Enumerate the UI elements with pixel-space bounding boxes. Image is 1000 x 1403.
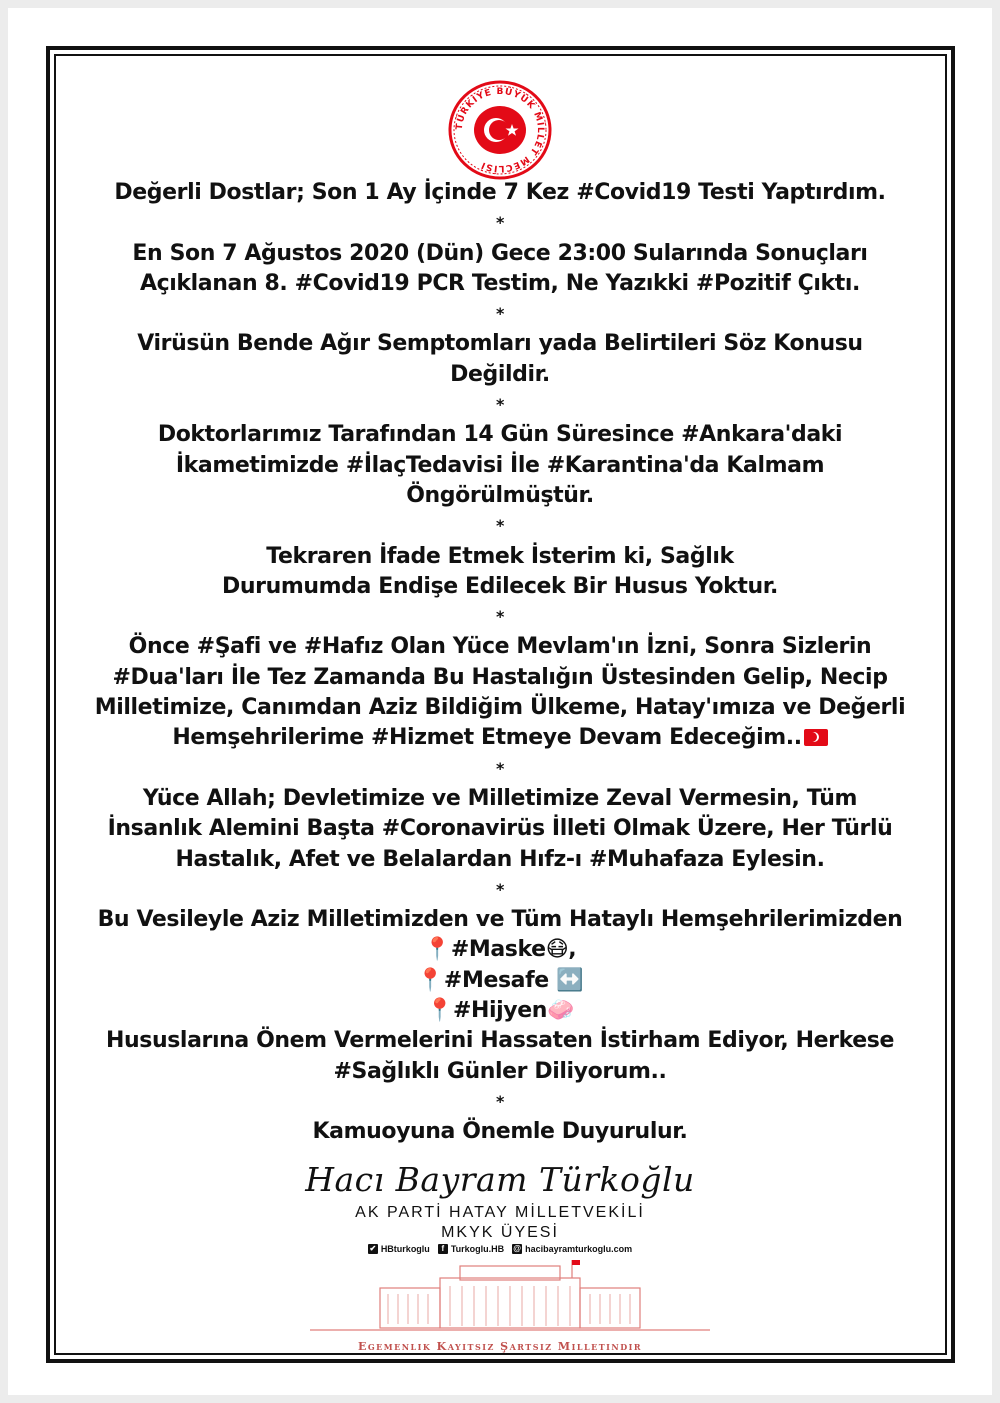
website-url: hacibayramturkoglu.com [525, 1244, 633, 1254]
paragraph-10: Kamuoyuna Önemle Duyurulur. [312, 1119, 688, 1145]
bullet-maske [80, 935, 920, 965]
bullet-hijyen [80, 996, 920, 1026]
paragraph-1: Değerli Dostlar; Son 1 Ay İçinde 7 Kez #Covid19 Testi Yaptırdım. [114, 180, 886, 205]
separator: * [496, 879, 504, 899]
bullet-suffix: , [568, 937, 577, 963]
separator: * [496, 213, 504, 233]
bullet-text: #Mesafe [443, 967, 549, 993]
motto: Egemenlik Kayıtsız Şartsız Milletindir [357, 1340, 643, 1353]
bullet-text: #Maske [450, 937, 546, 963]
paragraph-5-line-2: Durumumda Endişe Edilecek Bir Husus Yoktur. [222, 573, 778, 599]
signature-name: Hacı Bayram Türkoğlu [305, 1160, 695, 1199]
pin-icon: 📍 [425, 998, 453, 1024]
social-links [340, 1244, 660, 1254]
turkish-flag-icon [804, 729, 828, 746]
separator: * [496, 758, 504, 778]
separator: * [496, 395, 504, 415]
paragraph-9-line-1: Hususlarına Önem Vermelerini Hassaten İstirham Ediyor, Herkese [106, 1028, 894, 1054]
seal-ring-text: TÜRKİYE BÜYÜK MİLLET MECLİSİ [454, 86, 546, 174]
paragraph-2-line-2: Açıklanan 8. #Covid19 PCR Testim, Ne Yazıkki #Pozitif Çıktı. [140, 270, 860, 296]
paragraph-4-line-1: Doktorlarımız Tarafından 14 Gün Süresince #Ankara'daki [157, 422, 843, 448]
paragraph-6-line-1: Önce #Şafi ve #Hafız Olan Yüce Mevlam'ın İzni, Sonra Sizlerin [128, 634, 872, 660]
paragraph-7-line-1: Yüce Allah; Devletimize ve Milletimize Zeval Vermesin, Tüm [142, 785, 858, 811]
facebook-handle: Turkoglu.HB [450, 1244, 505, 1254]
web-icon: @ [513, 1244, 522, 1253]
paragraph-7-line-2: İnsanlık Alemini Başta #Coronavirüs İlleti Olmak Üzere, Her Türlü [107, 816, 893, 842]
paragraph-2-line-1: En Son 7 Ağustos 2020 (Dün) Gece 23:00 Sularında Sonuçları [132, 240, 868, 266]
twitter-handle: HBturkoglu [380, 1244, 430, 1254]
bullet-mesafe [80, 966, 920, 996]
tbmm-seal-icon [448, 80, 552, 180]
paragraph-8-line-1: Bu Vesileyle Aziz Milletimizden ve Tüm Hataylı Hemşehrilerimizden [97, 907, 903, 933]
parliament-building-icon [300, 1258, 720, 1340]
paragraph-5-line-1: Tekraren İfade Etmek İsterim ki, Sağlık [266, 543, 734, 569]
pin-icon: 📍 [423, 937, 451, 963]
mask-icon: 😷 [545, 937, 569, 963]
left-right-arrow-icon: ↔️ [556, 967, 584, 993]
separator: * [496, 304, 504, 324]
separator: * [496, 516, 504, 536]
paragraph-7-line-3: Hastalık, Afet ve Belalardan Hıfz-ı #Muhafaza Eylesin. [175, 846, 825, 872]
pin-icon: 📍 [416, 967, 444, 993]
paragraph-6-line-3: Milletimize, Canımdan Aziz Bildiğim Ülkeme, Hatay'ımıza ve Değerli [94, 695, 906, 721]
signature-title-2: MKYK ÜYESİ [441, 1224, 559, 1241]
separator: * [496, 1091, 504, 1111]
paragraph-3-line-1: Virüsün Bende Ağır Semptomları yada Belirtileri Söz Konusu [137, 331, 863, 357]
separator: * [496, 607, 504, 627]
signature-title-1: AK PARTİ HATAY MİLLETVEKİLİ [355, 1204, 645, 1221]
twitter-link [368, 1244, 430, 1254]
announcement-body [80, 178, 920, 1148]
paragraph-6-line-4-text: Hemşehrilerime #Hizmet Etmeye Devam Edeceğim.. [172, 725, 802, 751]
facebook-icon: f [438, 1244, 448, 1254]
twitter-icon: ✔ [369, 1244, 377, 1253]
bullet-text: #Hijyen [452, 998, 548, 1024]
website-link [512, 1244, 632, 1254]
soap-icon: 🧼 [547, 998, 575, 1024]
paragraph-9-line-2: #Sağlıklı Günler Diliyorum.. [333, 1058, 667, 1084]
paragraph-6-line-4 [80, 723, 920, 753]
paragraph-4-line-3: Öngörülmüştür. [406, 482, 594, 508]
paragraph-6-line-2: #Dua'ları İle Tez Zamanda Bu Hastalığın Üstesinden Gelip, Necip [112, 664, 888, 690]
facebook-link [438, 1244, 504, 1254]
paragraph-4-line-2: İkametimizde #İlaçTedavisi İle #Karantina'da Kalmam [175, 452, 825, 478]
paragraph-3-line-2: Değildir. [450, 361, 550, 387]
